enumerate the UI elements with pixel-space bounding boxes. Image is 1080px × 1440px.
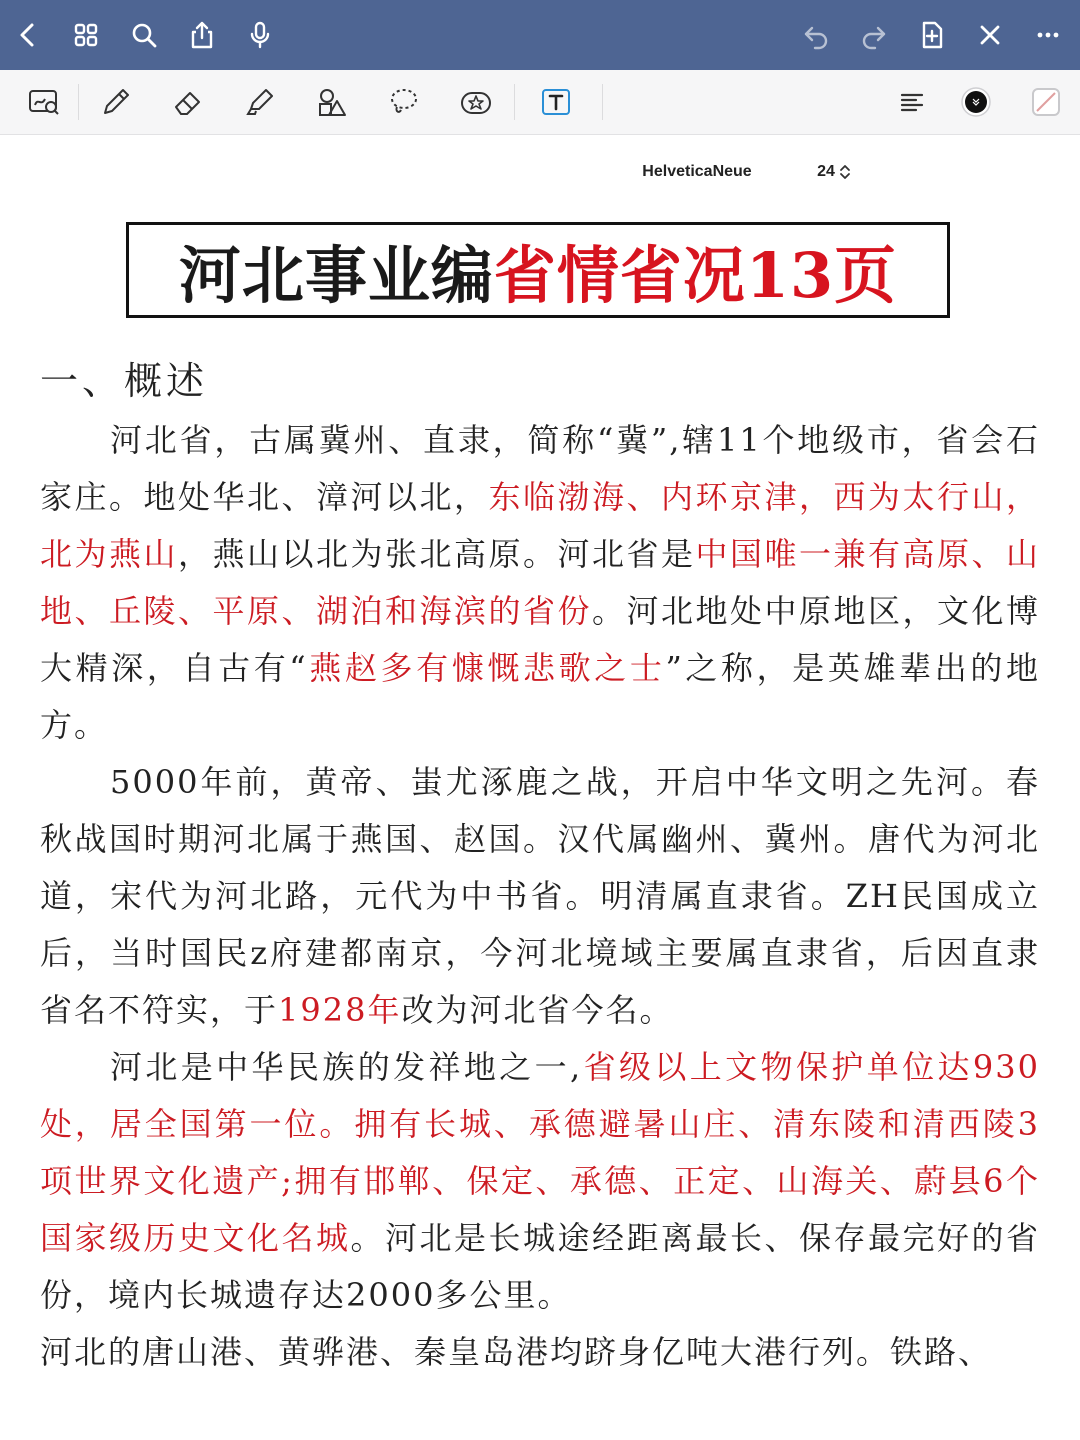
close-icon[interactable] <box>972 17 1008 53</box>
paragraph-4: 河北的唐山港、黄骅港、秦皇岛港均跻身亿吨大港行列。铁路、 <box>40 1333 993 1371</box>
pen-tool-icon[interactable] <box>96 82 136 122</box>
shapes-tool-icon[interactable] <box>312 82 352 122</box>
highlighter-tool-icon[interactable] <box>240 82 280 122</box>
stepper-arrows-icon <box>839 163 851 181</box>
grid-icon[interactable] <box>68 17 104 53</box>
microphone-icon[interactable] <box>242 17 278 53</box>
redo-icon[interactable] <box>856 17 892 53</box>
paragraph-3: 河北是中华民族的发祥地之一,省级以上文物保护单位达930处，居全国第一位。拥有长城、承德避暑山庄、清东陵和清西陵3项世界文化遗产;拥有邯郸、保定、承德、正定、山海关、蔚县6个国家级历史文化名城。河北是长城途经距离最长、保存最完好的省份，境内长城遗存达2000多公里。 <box>40 1048 1040 1314</box>
more-icon[interactable] <box>1030 17 1066 53</box>
color-picker-icon[interactable] <box>956 82 996 122</box>
chevron-left-icon[interactable] <box>10 17 46 53</box>
title-black-part: 河北事业编 <box>178 238 494 312</box>
tool-bar <box>0 70 1080 180</box>
document-title <box>126 222 950 318</box>
share-icon[interactable] <box>184 17 220 53</box>
font-family-select[interactable]: HelveticaNeue <box>622 154 772 190</box>
top-bar <box>0 0 1080 70</box>
search-icon[interactable] <box>126 17 162 53</box>
paragraph-1: 河北省，古属冀州、直隶，简称“冀”,辖11个地级市，省会石家庄。地处华北、漳河以北，东临渤海、内环京津，西为太行山，北为燕山，燕山以北为张北高原。河北省是中国唯一兼有高原、山地、丘陵、平原、湖泊和海滨的省份。河北地处中原地区，文化博大精深，自古有“燕赵多有慷慨悲歌之士”之称，是英雄辈出的地方。 <box>40 421 1040 744</box>
font-size-value: 24 <box>817 163 835 180</box>
section-heading: 一、概述 <box>40 359 209 403</box>
toolbar-divider <box>78 84 79 120</box>
title-red-part: 省情省况13页 <box>493 238 898 312</box>
eraser-tool-icon[interactable] <box>168 82 208 122</box>
document-body <box>40 412 1040 1381</box>
zoom-window-icon[interactable] <box>24 82 64 122</box>
font-size-select[interactable] <box>802 154 866 190</box>
lasso-tool-icon[interactable] <box>384 82 424 122</box>
toolbar-divider <box>514 84 515 120</box>
text-tool-icon[interactable] <box>536 82 576 122</box>
sticker-tool-icon[interactable] <box>456 82 496 122</box>
undo-icon[interactable] <box>798 17 834 53</box>
paragraph-2: 5000年前，黄帝、蚩尤涿鹿之战，开启中华文明之先河。春秋战国时期河北属于燕国、赵国。汉代属幽州、冀州。唐代为河北道，宋代为河北路，元代为中书省。明清属直隶省。ZH民国成立后，当时国民z府建都南京，今河北境域主要属直隶省，后因直隶省名不符实，于1928年改为河北省今名。 <box>40 763 1040 1029</box>
add-page-icon[interactable] <box>914 17 950 53</box>
toolbar-divider <box>602 84 603 120</box>
no-fill-icon[interactable] <box>1026 82 1066 122</box>
text-align-icon[interactable] <box>892 82 932 122</box>
